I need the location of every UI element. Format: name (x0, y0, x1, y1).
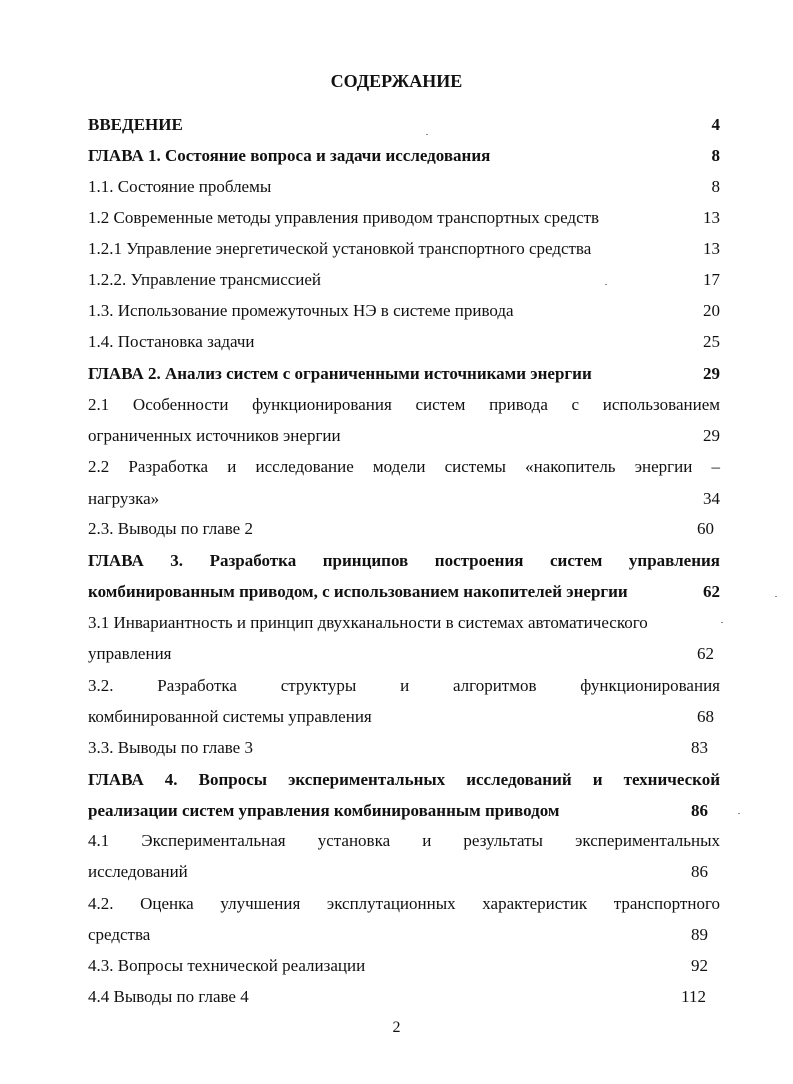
toc-entry-title: 1.3. Использование промежуточных НЭ в системе привода (88, 301, 514, 320)
scan-speck (426, 134, 428, 135)
toc-entry-page: 13 (703, 208, 720, 227)
toc-entry-2-1-line2[interactable] (88, 425, 720, 447)
toc-entry-page: 86 (691, 801, 708, 820)
toc-entry-title: 1.2.1 Управление энергетической установкой транспортного средства (88, 239, 592, 258)
toc-entry-4-1-line1[interactable] (88, 830, 720, 852)
toc-entry-chapter-3-line2[interactable] (88, 581, 720, 603)
toc-entry-title: 3.2. Разработка структуры и алгоритмов функционирования (88, 676, 720, 695)
scan-speck (721, 622, 723, 623)
toc-entry-page: 86 (691, 862, 708, 881)
toc-entry-page: 68 (697, 707, 714, 726)
toc-entry-4-4[interactable] (88, 986, 720, 1008)
scan-speck (605, 284, 607, 285)
toc-entry-title: 1.2 Современные методы управления приводом транспортных средств (88, 208, 600, 227)
page-title: СОДЕРЖАНИЕ (330, 71, 463, 91)
toc-entry-title-cont: комбинированной системы управления (88, 707, 372, 726)
toc-entry-title: 1.1. Состояние проблемы (88, 177, 272, 196)
toc-entry-4-2-line1[interactable] (88, 893, 720, 915)
toc-entry-title: ГЛАВА 3. Разработка принципов построения систем управления (88, 551, 720, 570)
toc-entry-page: 60 (697, 519, 714, 538)
toc-entry-2-2-line1[interactable] (88, 456, 720, 478)
toc-entry-4-1-line2[interactable] (88, 861, 720, 883)
toc-entry-intro[interactable] (88, 114, 720, 136)
toc-entry-title-cont: ограниченных источников энергии (88, 426, 341, 445)
toc-entry-title: 3.1 Инвариантность и принцип двухканальности в системах автоматического (88, 613, 648, 632)
toc-entry-1-2[interactable] (88, 207, 720, 229)
toc-entry-4-2-line2[interactable] (88, 924, 720, 946)
page-number: 2 (392, 1019, 401, 1036)
toc-entry-page: 17 (703, 270, 720, 289)
toc-entry-title: 2.1 Особенности функционирования систем привода с использованием (88, 395, 720, 414)
toc-entry-title: 1.2.2. Управление трансмиссией (88, 270, 322, 289)
toc-entry-1-2-2[interactable] (88, 269, 720, 291)
toc-entry-title: ГЛАВА 2. Анализ систем с ограниченными источниками энергии (88, 364, 592, 383)
toc-entry-chapter-4-line1[interactable] (88, 769, 720, 791)
toc-entry-4-3[interactable] (88, 955, 720, 977)
toc-entry-title-cont: комбинированным приводом, с использованием накопителей энергии (88, 582, 628, 601)
toc-entry-title-cont: средства (88, 925, 151, 944)
toc-entry-2-1-line1[interactable] (88, 394, 720, 416)
toc-entry-page: 29 (703, 364, 720, 383)
toc-entry-title: 1.4. Постановка задачи (88, 332, 255, 351)
toc-entry-page: 34 (703, 489, 720, 508)
toc-entry-3-1-line1[interactable] (88, 612, 720, 634)
toc-entry-1-2-1[interactable] (88, 238, 720, 260)
toc-entry-2-2-line2[interactable] (88, 488, 720, 510)
toc-entry-title: 4.3. Вопросы технической реализации (88, 956, 366, 975)
scan-speck (775, 596, 777, 597)
toc-entry-3-2-line1[interactable] (88, 675, 720, 697)
toc-entry-title-cont: реализации систем управления комбинированным приводом (88, 801, 560, 820)
toc-entry-page: 13 (703, 239, 720, 258)
toc-entry-page: 62 (697, 644, 714, 663)
toc-entry-page: 8 (711, 146, 720, 165)
toc-entry-page: 83 (691, 738, 708, 757)
toc-entry-1-1[interactable] (88, 176, 720, 198)
toc-entry-title-cont: управления (88, 644, 172, 663)
toc-entry-page: 20 (703, 301, 720, 320)
toc-entry-page: 8 (711, 177, 720, 196)
toc-entry-3-3[interactable] (88, 737, 720, 759)
toc-entry-chapter-2[interactable] (88, 363, 720, 385)
toc-entry-page: 89 (691, 925, 708, 944)
toc-entry-page: 29 (703, 426, 720, 445)
toc-entry-title: 4.4 Выводы по главе 4 (88, 987, 249, 1006)
toc-entry-title: ГЛАВА 1. Состояние вопроса и задачи исследования (88, 146, 491, 165)
toc-entry-page: 25 (703, 332, 720, 351)
toc-entry-title: 4.2. Оценка улучшения эксплутационных характеристик транспортного (88, 894, 720, 913)
toc-entry-title: ВВЕДЕНИЕ (88, 115, 183, 134)
toc-entry-title: 2.3. Выводы по главе 2 (88, 519, 253, 538)
toc-entry-page: 92 (691, 956, 708, 975)
toc-entry-title-cont: нагрузка» (88, 489, 160, 508)
toc-entry-title: 2.2 Разработка и исследование модели системы «накопитель энергии – (88, 457, 720, 476)
toc-entry-chapter-3-line1[interactable] (88, 550, 720, 572)
toc-entry-title: 3.3. Выводы по главе 3 (88, 738, 253, 757)
toc-entry-1-3[interactable] (88, 300, 720, 322)
toc-entry-chapter-4-line2[interactable] (88, 800, 720, 822)
toc-entry-title: ГЛАВА 4. Вопросы экспериментальных исследований и технической (88, 770, 720, 789)
toc-entry-chapter-1[interactable] (88, 145, 720, 167)
toc-entry-page: 4 (711, 115, 720, 134)
toc-entry-3-2-line2[interactable] (88, 706, 720, 728)
toc-entry-3-1-line2[interactable] (88, 643, 720, 665)
toc-entry-title-cont: исследований (88, 862, 188, 881)
toc-entry-2-3[interactable] (88, 518, 720, 540)
toc-entry-title: 4.1 Экспериментальная установка и результаты экспериментальных (88, 831, 720, 850)
toc-entry-page: 62 (703, 582, 720, 601)
toc-entry-1-4[interactable] (88, 331, 720, 353)
toc-entry-page: 112 (681, 987, 706, 1006)
scan-speck (738, 813, 740, 814)
